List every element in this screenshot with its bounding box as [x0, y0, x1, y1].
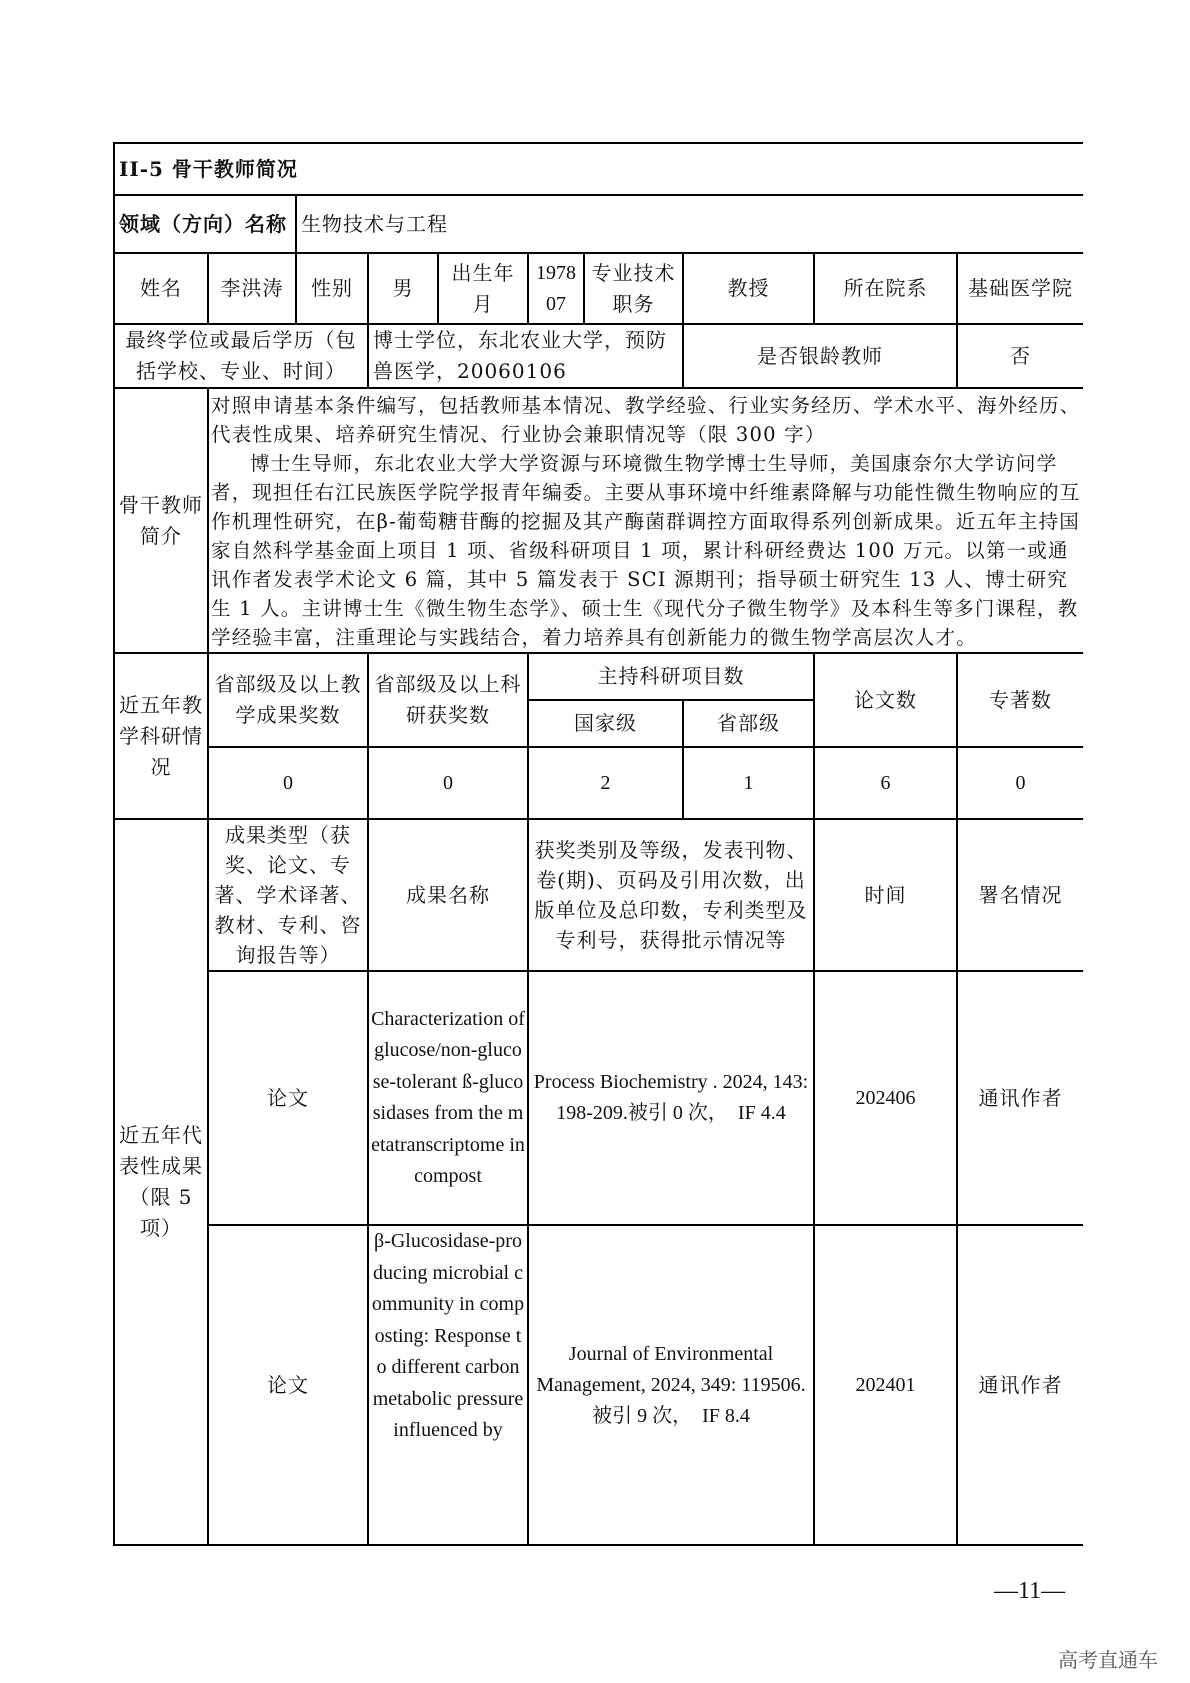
achievements-header-row — [114, 819, 1083, 971]
projects-header: 主持科研项目数 — [528, 653, 814, 700]
achievement-detail-header: 获奖类别及等级，发表刊物、卷(期)、页码及引用次数，出版单位及总印数，专利类型及专利号，获得批示情况等 — [528, 819, 814, 971]
research-header-row-1 — [114, 653, 1083, 700]
provincial-header: 省部级 — [683, 700, 814, 747]
name-label: 姓名 — [114, 253, 208, 324]
achievement-type-header: 成果类型（获奖、论文、专著、学术译著、教材、专利、咨询报告等） — [208, 819, 368, 971]
achievement-time: 202401 — [814, 1225, 957, 1545]
birth-value: 1978 07 — [528, 253, 584, 324]
teaching-award-value: 0 — [208, 747, 368, 819]
achievement-time: 202406 — [814, 971, 957, 1225]
gender-value: 男 — [368, 253, 438, 324]
achievement-time-header: 时间 — [814, 819, 957, 971]
section-title-row — [114, 143, 1083, 195]
achievement-name: β-Glucosidase-producing microbial community in composting: Response to different carbon metabolic pressure influenced by — [368, 1225, 528, 1545]
field-value: 生物技术与工程 — [296, 195, 1083, 253]
field-row — [114, 195, 1083, 253]
section-title: II-5 骨干教师简况 — [114, 143, 1083, 195]
provincial-value: 1 — [683, 747, 814, 819]
achievement-row — [114, 971, 1083, 1225]
achievement-sign-header: 署名情况 — [957, 819, 1083, 971]
watermark: 高考直通车 — [1058, 1648, 1158, 1672]
books-value: 0 — [957, 747, 1083, 819]
achievement-name-header: 成果名称 — [368, 819, 528, 971]
title-value: 教授 — [683, 253, 814, 324]
birth-label: 出生年月 — [438, 253, 528, 324]
intro-label: 骨干教师简介 — [114, 388, 208, 653]
papers-header: 论文数 — [814, 653, 957, 747]
intro-body: 博士生导师，东北农业大学大学资源与环境微生物学博士生导师，美国康奈尔大学访问学者，现担任右江民族医学院学报青年编委。主要从事环境中纤维素降解与功能性微生物响应的互作机理性研究，在β-葡萄糖苷酶的挖掘及其产酶菌群调控方面取得系列创新成果。近五年主持国家自然科学基金面上项目 1 项、省级科研项目 1 项，累计科研经费达 100 万元。以第一或通讯作者发表学术论文 6 篇，其中 5 篇发表于 SCI 源期刊；指导硕士研究生 13 人、博士研究生 1 人。主讲博士生《微生物生态学》、硕士生《现代分子微生物学》及本科生等多门课程，教学经验丰富，注重理论与实践结合，着力培养具有创新能力的微生物学高层次人才。 — [211, 452, 1081, 649]
national-value: 2 — [528, 747, 683, 819]
national-header: 国家级 — [528, 700, 683, 747]
research-award-value: 0 — [368, 747, 528, 819]
silver-value: 否 — [957, 324, 1083, 388]
books-header: 专著数 — [957, 653, 1083, 747]
achievements-label: 近五年代表性成果（限 5 项） — [114, 819, 208, 1545]
intro-cell — [208, 388, 1083, 653]
name-value: 李洪涛 — [208, 253, 296, 324]
degree-row — [114, 324, 1083, 388]
field-label: 领域（方向）名称 — [114, 195, 296, 253]
silver-label: 是否银龄教师 — [683, 324, 957, 388]
teacher-profile-table — [113, 142, 1083, 1546]
basic-info-row — [114, 253, 1083, 324]
title-label: 专业技术职务 — [584, 253, 683, 324]
research-award-header: 省部级及以上科研获奖数 — [368, 653, 528, 747]
achievement-type: 论文 — [208, 971, 368, 1225]
achievement-row — [114, 1225, 1083, 1545]
page-number: —11— — [994, 1578, 1066, 1604]
degree-label: 最终学位或最后学历（包括学校、专业、时间） — [114, 324, 368, 388]
achievement-name: Characterization of glucose/non-glucose-tolerant ß-glucosidases from the metatranscriptome in compost — [368, 971, 528, 1225]
papers-value: 6 — [814, 747, 957, 819]
gender-label: 性别 — [296, 253, 368, 324]
achievement-detail: Process Biochemistry . 2024, 143: 198-209.被引 0 次， IF 4.4 — [528, 971, 814, 1225]
intro-row — [114, 388, 1083, 653]
form-frame — [113, 142, 1083, 1547]
research-values-row — [114, 747, 1083, 819]
dept-value: 基础医学院 — [957, 253, 1083, 324]
achievement-detail: Journal of Environmental Management, 2024, 349: 119506. 被引 9 次， IF 8.4 — [528, 1225, 814, 1545]
intro-instruction: 对照申请基本条件编写，包括教师基本情况、教学经验、行业实务经历、学术水平、海外经历、代表性成果、培养研究生情况、行业协会兼职情况等（限 300 字） — [211, 394, 1081, 446]
dept-label: 所在院系 — [814, 253, 957, 324]
achievement-sign: 通讯作者 — [957, 1225, 1083, 1545]
achievement-type: 论文 — [208, 1225, 368, 1545]
degree-value: 博士学位，东北农业大学，预防兽医学，20060106 — [368, 324, 683, 388]
teaching-award-header: 省部级及以上教学成果奖数 — [208, 653, 368, 747]
achievement-sign: 通讯作者 — [957, 971, 1083, 1225]
research-label: 近五年教学科研情况 — [114, 653, 208, 819]
